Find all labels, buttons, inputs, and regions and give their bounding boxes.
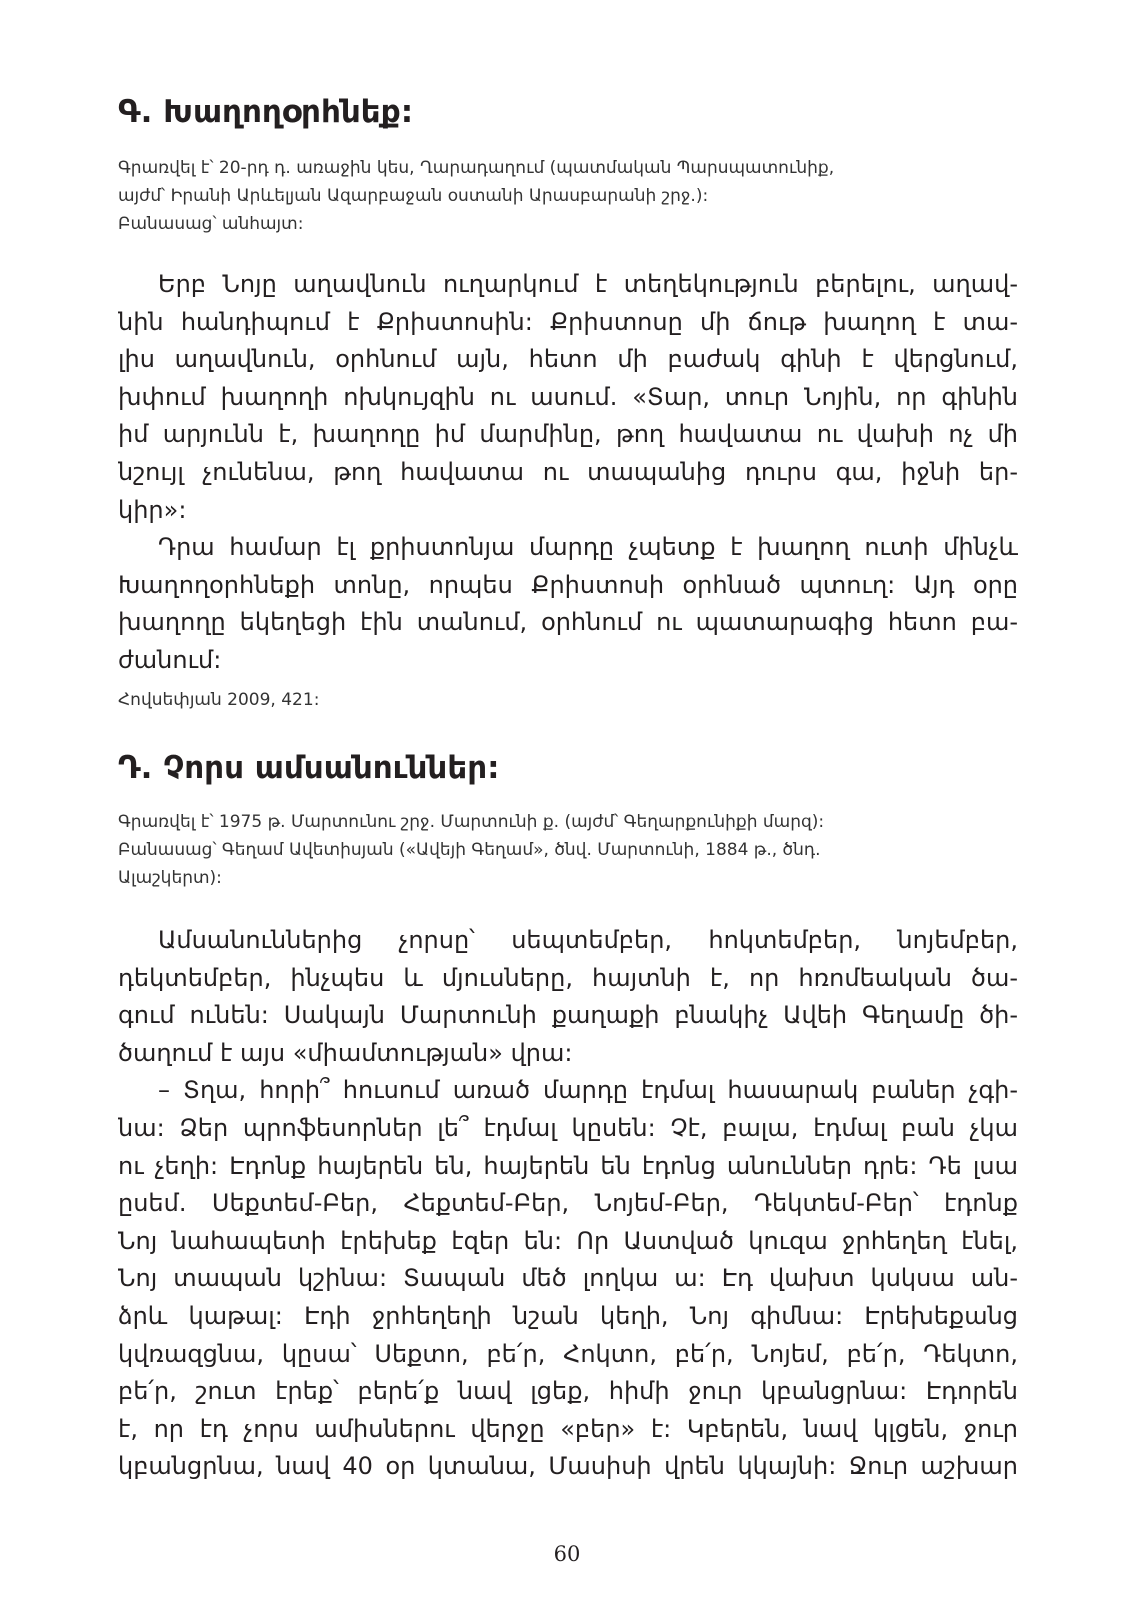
meta-line: Գրառվել է՝ 20-րդ դ. առաջին կես, Ղարադաղում (պատմական Պարսպատունիք, bbox=[118, 158, 835, 178]
text-line: Ամսանուններից չորսը՝ սեպտեմբեր, հոկտեմբեր, նոյեմբեր, bbox=[158, 926, 1018, 954]
text-line: է, որ էդ չորս ամիսներու վերջը «բեր» է: Կբերեն, նավ կլցեն, ջուր bbox=[118, 1414, 1018, 1443]
text-line: Երբ Նոյը աղավնուն ուղարկում է տեղեկություն բերելու, աղավ- bbox=[158, 270, 1018, 298]
text-line: կիր»: bbox=[118, 495, 187, 524]
text-line: խփում խաղողի ոխկույզին ու ասում. «Տար, տուր Նոյին, որ գինին bbox=[118, 382, 1018, 411]
text-line: կբանցրնա, նավ 40 օր կտանա, Մասիսի վրեն կկայնի: Ջուր աշխար bbox=[118, 1452, 1018, 1481]
text-line: Նոյ նահապետի էրեխեք էզեր են: Որ Աստված կուզա ջրհեղեղ էնել, bbox=[118, 1226, 1018, 1255]
text-line: Խաղողօրհնեքի տոնը, որպես Քրիստոսի օրհնած պտուղ: Այդ օրը bbox=[118, 570, 1018, 599]
section-d-title: Դ. Չորս ամսանուններ: bbox=[118, 750, 500, 786]
text-line: գում ունեն: Սակայն Մարտունի քաղաքի բնակիչ Ավեի Գեղամը ծի- bbox=[118, 1001, 1018, 1030]
meta-line: Գրառվել է՝ 1975 թ. Մարտունու շրջ. Մարտունի ք. (այժմ՝ Գեղարքունիքի մարզ): bbox=[118, 812, 825, 832]
section-g-source: Հովսեփյան 2009, 421: bbox=[118, 690, 320, 710]
section-d-body bbox=[118, 922, 1018, 1486]
text-line: ձրև կաթալ: Էդի ջրհեղեղի նշան կեղի, Նոյ գիմնա: Էրեխեքանց bbox=[118, 1301, 1018, 1330]
page-number: 60 bbox=[553, 1542, 581, 1566]
text-line: դեկտեմբեր, ինչպես և մյուսները, հայտնի է, որ հռոմեական ծա- bbox=[118, 963, 1018, 992]
section-g-meta bbox=[118, 154, 1018, 238]
text-line: ըսեմ. Սեքտեմ-Բեր, Հեքտեմ-Բեր, Նոյեմ-Բեր, Դեկտեմ-Բեր՝ էդոնք bbox=[118, 1189, 1018, 1218]
text-line: լիս աղավնուն, օրհնում այն, հետո մի բաժակ գինի է վերցնում, bbox=[118, 345, 1018, 374]
meta-line: Բանասաց՝ Գեղամ Ավետիսյան («Ավեյի Գեղամ», ծնվ. Մարտունի, 1884 թ., ծնդ. bbox=[118, 840, 821, 860]
text-line: ժանում: bbox=[118, 645, 222, 674]
text-line: խաղողը եկեղեցի էին տանում, օրհնում ու պատարագից հետո բա- bbox=[118, 608, 1018, 637]
meta-line: այժմ՝ Իրանի Արևելյան Ազարբաջան օստանի Արասբարանի շրջ.): bbox=[118, 186, 709, 206]
text-line: բե՛ր, շուտ էրեք՝ բերե՛ք նավ լցեք, հիմի ջուր կբանցրնա: Էդորեն bbox=[118, 1377, 1018, 1406]
text-line: Դրա համար էլ քրիստոնյա մարդը չպետք է խաղող ուտի մինչև bbox=[158, 533, 1018, 562]
section-g-title: Գ. Խաղողօրհնեք: bbox=[118, 94, 414, 130]
text-line: նշույլ չունենա, թող հավատա ու տապանից դուրս գա, իջնի եր- bbox=[118, 457, 1018, 486]
text-line: – Տղա, հորի՞ հուսում առած մարդը էդմալ հասարակ բաներ չգի- bbox=[158, 1076, 1018, 1105]
meta-line: Բանասաց՝ անհայտ: bbox=[118, 214, 304, 234]
meta-line: Ալաշկերտ): bbox=[118, 868, 222, 888]
text-line: նին հանդիպում է Քրիստոսին: Քրիստոսը մի ճութ խաղող է տա- bbox=[118, 307, 1018, 336]
text-line: ու չեղի: Էդոնք հայերեն են, հայերեն են էդոնց անուններ դրե: Դե լսա bbox=[118, 1151, 1018, 1180]
section-d-meta bbox=[118, 808, 1018, 892]
section-g-body bbox=[118, 266, 1018, 680]
text-line: կվռազցնա, կըսա՝ Սեքտո, բե՛ր, Հոկտո, բե՛ր, Նոյեմ, բե՛ր, Դեկտո, bbox=[118, 1339, 1018, 1368]
text-line: իմ արյունն է, խաղողը իմ մարմինը, թող հավատա ու վախի ոչ մի bbox=[118, 420, 1018, 449]
text-line: նա: Ձեր պրոֆեսորներ լե՞ էդմալ կըսեն: Չէ, բալա, էդմալ բան չկա bbox=[118, 1113, 1018, 1142]
text-line: Նոյ տապան կշինա: Տապան մեծ լողկա ա: Էդ վախտ կսկսա ան- bbox=[118, 1264, 1018, 1293]
text-line: ծաղում է այս «միամտության» վրա: bbox=[118, 1038, 573, 1067]
